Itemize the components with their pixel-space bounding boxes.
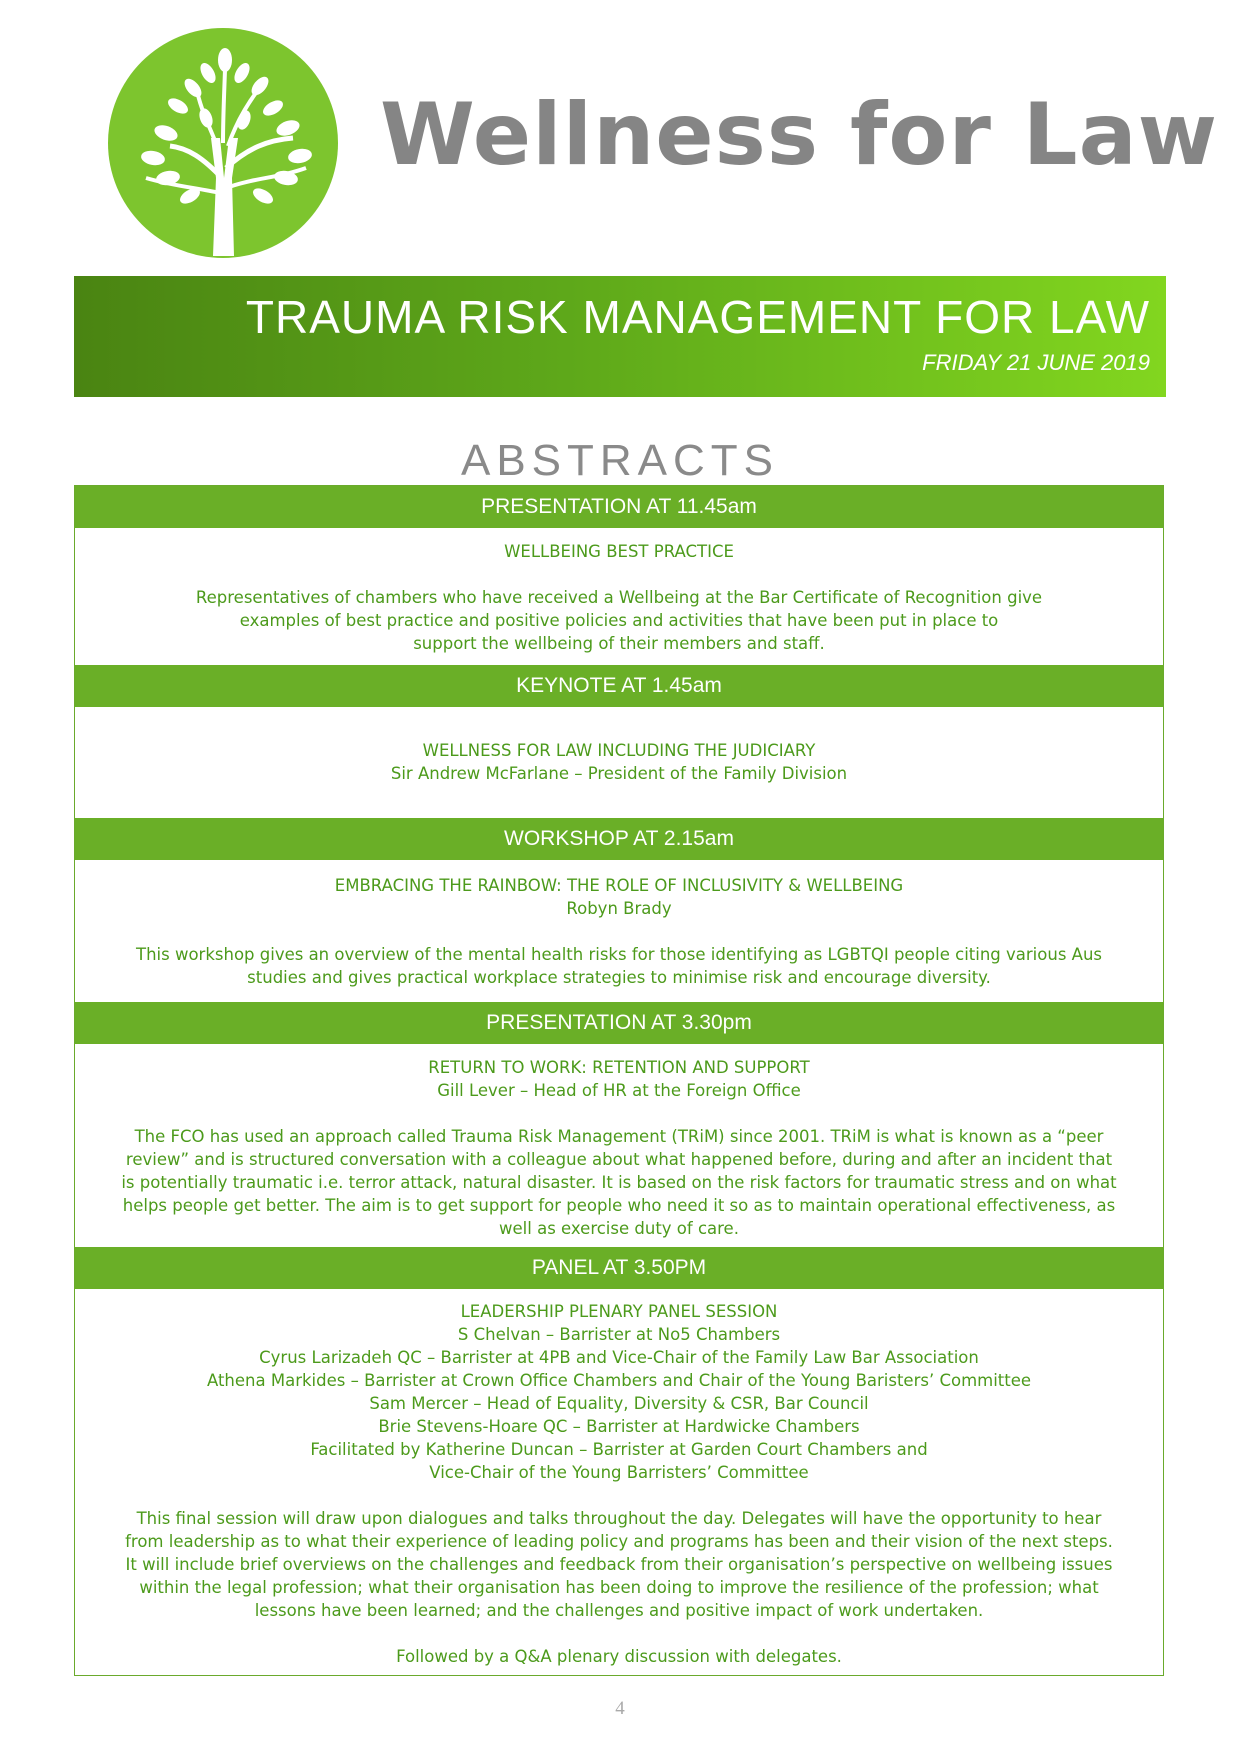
- session-title: RETURN TO WORK: RETENTION AND SUPPORT: [428, 1058, 810, 1077]
- session-title: EMBRACING THE RAINBOW: THE ROLE OF INCLUSIVITY & WELLBEING: [334, 876, 904, 895]
- event-title: TRAUMA RISK MANAGEMENT FOR LAW: [245, 291, 1150, 343]
- panelist: Vice-Chair of the Young Barristers’ Committee: [429, 1463, 809, 1482]
- panelist: Facilitated by Katherine Duncan – Barrister at Garden Court Chambers and: [310, 1440, 928, 1459]
- abstract-line: This final session will draw upon dialogues and talks throughout the day. Delegates will have the opportunity to hear: [136, 1509, 1102, 1528]
- session-content: [75, 540, 1163, 655]
- session-heading: PANEL AT 3.50PM: [75, 1247, 1163, 1289]
- abstract-line: lessons have been learned; and the challenges and positive impact of work undertaken.: [254, 1601, 984, 1620]
- abstract-line: review” and is structured conversation with a colleague about what happened before, during and after an incident that: [125, 1150, 1113, 1169]
- abstract-line: support the wellbeing of their members and staff.: [413, 634, 825, 653]
- abstract-line: well as exercise duty of care.: [499, 1219, 739, 1238]
- abstract-line: is potentially traumatic i.e. terror attack, natural disaster. It is based on the risk factors for traumatic stress and on what: [121, 1173, 1117, 1192]
- event-date: FRIDAY 21 JUNE 2019: [922, 350, 1150, 375]
- panelist: Cyrus Larizadeh QC – Barrister at 4PB and Vice-Chair of the Family Law Bar Association: [259, 1348, 979, 1367]
- section-heading: ABSTRACTS: [460, 436, 780, 485]
- abstract-line: examples of best practice and positive policies and activities that have been put in place to: [239, 611, 999, 630]
- session-title: WELLNESS FOR LAW INCLUDING THE JUDICIARY: [422, 741, 816, 760]
- abstract-line: within the legal profession; what their organisation has been doing to improve the resilience of the profession; what: [139, 1578, 1099, 1597]
- abstract-line: The FCO has used an approach called Trauma Risk Management (TRiM) since 2001. TRiM is what is known as a “peer: [134, 1127, 1104, 1146]
- session-heading: KEYNOTE AT 1.45am: [75, 665, 1163, 707]
- abstract-line: helps people get better. The aim is to get support for people who need it so as to maintain operational effectiveness, as: [122, 1196, 1116, 1215]
- session-heading: PRESENTATION AT 11.45am: [75, 486, 1163, 528]
- abstract-line: studies and gives practical workplace strategies to minimise risk and encourage diversity.: [247, 968, 991, 987]
- session-title: LEADERSHIP PLENARY PANEL SESSION: [460, 1302, 778, 1321]
- event-banner: [74, 276, 1166, 397]
- page-number: 4: [615, 1698, 625, 1719]
- session-title: WELLBEING BEST PRACTICE: [504, 542, 734, 561]
- session-content: [75, 1300, 1163, 1668]
- abstract-line: It will include brief overviews on the challenges and feedback from their organisation’s perspective on wellbeing issues: [125, 1555, 1113, 1574]
- panelist: Athena Markides – Barrister at Crown Office Chambers and Chair of the Young Baristers’ Committee: [206, 1371, 1032, 1390]
- abstract-line: This workshop gives an overview of the mental health risks for those identifying as LGBTQI people citing various Aus: [136, 945, 1102, 964]
- session-speaker: Robyn Brady: [566, 899, 672, 918]
- session-speaker: Gill Lever – Head of HR at the Foreign Office: [437, 1081, 801, 1100]
- tree-icon: [108, 28, 338, 258]
- abstract-line: Representatives of chambers who have received a Wellbeing at the Bar Certificate of Recognition give: [195, 588, 1043, 607]
- session-content: [75, 739, 1163, 785]
- session-speaker: Sir Andrew McFarlane – President of the Family Division: [390, 764, 848, 783]
- panelist: Brie Stevens-Hoare QC – Barrister at Hardwicke Chambers: [378, 1417, 860, 1436]
- panelist: S Chelvan – Barrister at No5 Chambers: [457, 1325, 781, 1344]
- closing-note: Followed by a Q&A plenary discussion with delegates.: [396, 1647, 842, 1666]
- session-content: [75, 1056, 1163, 1240]
- brand-wordmark: Wellness for Law: [380, 85, 1219, 185]
- session-content: [75, 874, 1163, 989]
- abstracts-box: [74, 485, 1164, 1676]
- panelist: Sam Mercer – Head of Equality, Diversity & CSR, Bar Council: [369, 1394, 869, 1413]
- session-heading: WORKSHOP AT 2.15am: [75, 818, 1163, 860]
- abstract-line: from leadership as to what their experience of leading policy and programs has been and their vision of the next steps.: [125, 1532, 1113, 1551]
- session-heading: PRESENTATION AT 3.30pm: [75, 1002, 1163, 1044]
